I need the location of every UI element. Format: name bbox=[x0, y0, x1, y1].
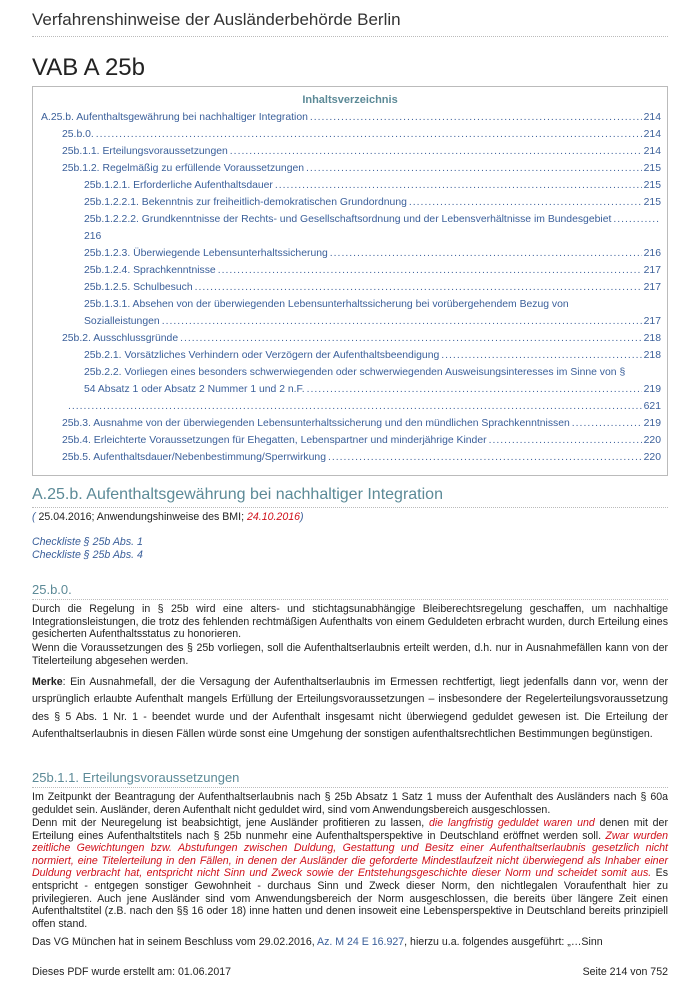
toc-entry-continuation[interactable]: 54 Absatz 1 oder Absatz 2 Nummer 1 und 2 n.F. ..... 219 bbox=[84, 383, 661, 396]
running-title: Verfahrenshinweise der Ausländerbehörde Berlin bbox=[32, 10, 668, 37]
toc-entry[interactable]: 25b.1.2.2.2. Grundkenntnisse der Rechts- und Gesellschaftsordnung und der Lebensverhältnisse im Bundesgebiet ..... bbox=[84, 213, 661, 226]
toc-entry-continuation[interactable]: Sozialleistungen ..... 217 bbox=[84, 315, 661, 328]
checklist-link-1[interactable]: Checkliste § 25b Abs. 1 bbox=[32, 536, 143, 548]
toc-entry[interactable]: 25.b.0. ..... 214 bbox=[62, 128, 661, 141]
page-footer bbox=[32, 966, 668, 978]
toc-entry-page[interactable]: 216 bbox=[84, 231, 102, 242]
toc-entry[interactable]: ..... 621 bbox=[66, 400, 661, 413]
section-heading: A.25.b. Aufenthaltsgewährung bei nachhaltiger Integration bbox=[32, 486, 668, 508]
paragraph: Das VG München hat in seinem Beschluss vom 29.02.2016, Az. M 24 E 16.927, hierzu u.a. folgendes ausgeführt: „…Sinn bbox=[32, 936, 603, 948]
toc-entry[interactable]: 25b.5. Aufenthaltsdauer/Nebenbestimmung/Sperrwirkung ..... 220 bbox=[62, 451, 661, 464]
paragraph: Im Zeitpunkt der Beantragung der Aufenthaltserlaubnis nach § 25b Absatz 1 Satz 1 muss der Aufenthalt des Ausländers nach § 60a geduldet sein. Ausländer, deren Aufenthalt nicht geduldet wird, sind vom Anwendungsbereich ausgeschlossen. bbox=[32, 791, 668, 816]
toc-entry[interactable]: 25b.1.1. Erteilungsvoraussetzungen ..... 214 bbox=[62, 145, 661, 158]
document-title: VAB A 25b bbox=[32, 54, 145, 81]
toc-entry[interactable]: 25b.1.2.1. Erforderliche Aufenthaltsdauer ..... 215 bbox=[84, 179, 661, 192]
footer-page-number: Seite 214 von 752 bbox=[582, 966, 668, 978]
paragraph: Wenn die Voraussetzungen des § 25b vorliegen, soll die Aufenthaltserlaubnis erteilt werden, d.h. nur in Ausnahmefällen kann von der Titelerteilung abgesehen werden. bbox=[32, 642, 668, 667]
section-date-line: ( 25.04.2016; Anwendungshinweise des BMI; 24.10.2016) bbox=[32, 511, 304, 523]
toc-entry[interactable]: 25b.1.2.2.1. Bekenntnis zur freiheitlich-demokratischen Grundordnung ..... 215 bbox=[84, 196, 661, 209]
toc-entry[interactable]: A.25.b. Aufenthaltsgewährung bei nachhaltiger Integration ..... 214 bbox=[41, 111, 661, 124]
footer-created-date: Dieses PDF wurde erstellt am: 01.06.2017 bbox=[32, 966, 232, 978]
toc-entry[interactable]: 25b.1.3.1. Absehen von der überwiegenden Lebensunterhaltssicherung bei vorübergehendem Bezug von bbox=[84, 299, 569, 310]
toc-heading: Inhaltsverzeichnis bbox=[302, 94, 398, 106]
toc-entry[interactable]: 25b.2. Ausschlussgründe ..... 218 bbox=[62, 332, 661, 345]
paragraph: Durch die Regelung in § 25b wird eine alters- und stichtagsunabhängige Bleiberechtsregelung geschaffen, um nachhaltige Integrationsleistungen, die trotz des fehlenden rechtmäßigen Aufenthalts von einem Geduldeten erbracht wurden, durch Erteilung eines gesicherten Aufenthaltsstatus zu honorieren. bbox=[32, 603, 668, 641]
subsection-heading-b11: 25b.1.1. Erteilungsvoraussetzungen bbox=[32, 770, 668, 788]
paragraph: Denn mit der Neuregelung ist beabsichtigt, jene Ausländer profitieren zu lassen, die langfristig geduldet waren und denen mit der Erteilung eines Aufenthaltstitels nach § 25b nunmehr eine Aufenthaltsperspektive in Deutschland eröffnet werden soll. Zwar wurden zeitliche Gewichtungen bzw. Abstufungen zwischen Duldung, Gestattung und Besitz einer Aufenthaltserlaubnis gesetzlich nicht normiert, eine Titelerteilung in den Fällen, in denen der Ausländer die geforderte Mindestlaufzeit nicht überwiegend als Inhaber einer Duldung verbracht hat, entspricht nicht Sinn und Zweck sowie der Entstehungsgeschichte dieser Norm und scheidet somit aus. Es entspricht - entgegen sonstiger Gewohnheit - durchaus Sinn und Zweck dieser Norm, den nichtlegalen Voraufenthalt hier zu privilegieren. Auch jene Ausländer sind vom Anwendungsbereich der Norm ausgeschlossen, die bereits über längere Zeit einen Aufenthaltstitel (z.B. nach den §§ 16 oder 18) inne hatten und denen insoweit eine Lebensperspektive in Deutschland bereits prinzipiell offen stand. bbox=[32, 817, 668, 930]
toc-entry[interactable]: 25b.4. Erleichterte Voraussetzungen für Ehegatten, Lebenspartner und minderjährige Kinder ..... 220 bbox=[62, 434, 661, 447]
checklist-link-2[interactable]: Checkliste § 25b Abs. 4 bbox=[32, 549, 143, 561]
merke-paragraph: Merke: Ein Ausnahmefall, der die Versagung der Aufenthaltserlaubnis im Ermessen rechtfertigt, liegt jedenfalls dann vor, wenn der ursprünglich erlaubte Aufenthalt mangels Erfüllung der Erteilungsvoraussetzungen – insbesondere der Regelerteilungsvoraussetzung des § 5 Abs. 1 Nr. 1 - beendet wurde und der Aufenthalt insgesamt nicht überwiegend geduldet gewesen ist. Die Erteilung der Aufenthaltserlaubnis in diesen Fällen würde sonst eine Umgehung der sonstigen aufenthaltsrechtlichen Bestimmungen begünstigen. bbox=[32, 676, 668, 741]
court-reference-link[interactable]: Az. M 24 E 16.927 bbox=[317, 936, 405, 948]
table-of-contents bbox=[32, 86, 668, 476]
toc-entry[interactable]: 25b.3. Ausnahme von der überwiegenden Lebensunterhaltssicherung und den mündlichen Sprachkenntnissen ..... 219 bbox=[62, 417, 661, 430]
toc-entry[interactable]: 25b.2.1. Vorsätzliches Verhindern oder Verzögern der Aufenthaltsbeendigung ..... 218 bbox=[84, 349, 661, 362]
toc-entry[interactable]: 25b.1.2. Regelmäßig zu erfüllende Voraussetzungen ..... 215 bbox=[62, 162, 661, 175]
toc-entry[interactable]: 25b.2.2. Vorliegen eines besonders schwerwiegenden oder schwerwiegenden Ausweisungsinteresses im Sinne von § bbox=[84, 367, 626, 378]
toc-entry[interactable]: 25b.1.2.4. Sprachkenntnisse ..... 217 bbox=[84, 264, 661, 277]
toc-entry[interactable]: 25b.1.2.5. Schulbesuch ..... 217 bbox=[84, 281, 661, 294]
subsection-heading-b0: 25.b.0. bbox=[32, 582, 668, 600]
document-page bbox=[32, 0, 668, 990]
toc-entry[interactable]: 25b.1.2.3. Überwiegende Lebensunterhaltssicherung ..... 216 bbox=[84, 247, 661, 260]
